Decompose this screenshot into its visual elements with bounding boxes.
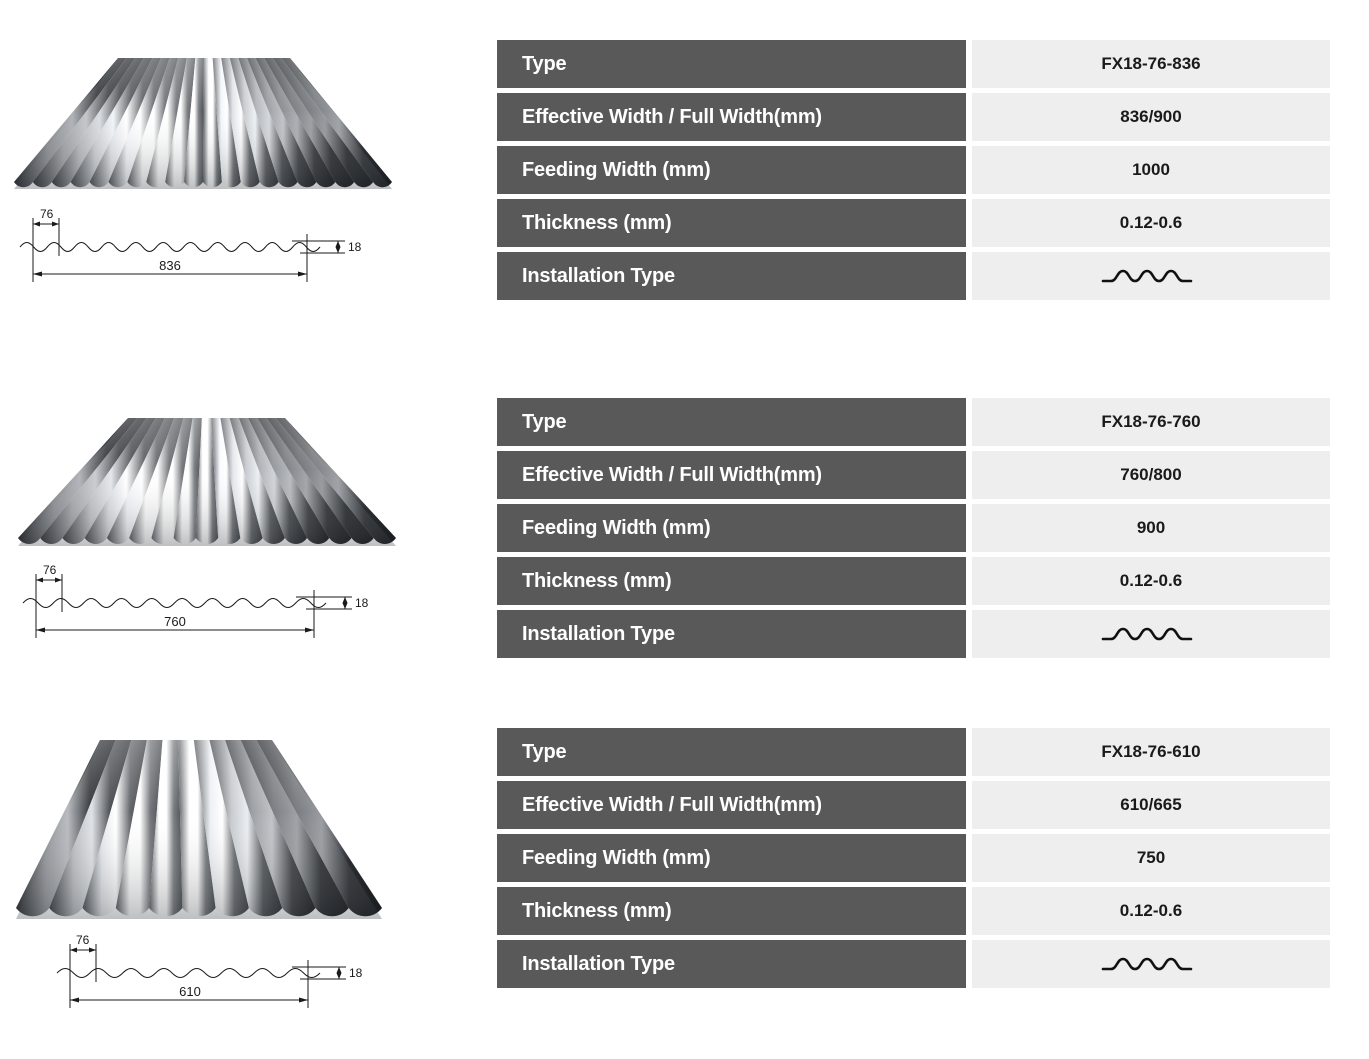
spec-value-type: FX18-76-836 <box>972 40 1330 88</box>
width-dimension-label-2: 760 <box>164 614 186 629</box>
spec-value-installation-type <box>972 610 1330 658</box>
spec-value-installation-type <box>972 252 1330 300</box>
spec-label-effective-full-width: Effective Width / Full Width(mm) <box>497 781 966 829</box>
spec-value-effective-full-width: 610/665 <box>972 781 1330 829</box>
spec-label-thickness: Thickness (mm) <box>497 199 966 247</box>
illustration-column-1 <box>0 40 470 294</box>
spec-table-3 <box>497 728 1330 988</box>
illustration-column-2 <box>0 398 470 650</box>
pitch-dimension-label-2: 76 <box>43 563 57 577</box>
spec-table-2 <box>497 398 1330 658</box>
corrugated-sheet-render-2 <box>0 398 410 558</box>
spec-label-type: Type <box>497 398 966 446</box>
spec-label-type: Type <box>497 728 966 776</box>
spec-label-feeding-width: Feeding Width (mm) <box>497 834 966 882</box>
spec-label-installation-type: Installation Type <box>497 940 966 988</box>
spec-label-effective-full-width: Effective Width / Full Width(mm) <box>497 451 966 499</box>
spec-label-effective-full-width: Effective Width / Full Width(mm) <box>497 93 966 141</box>
spec-row-thickness <box>497 557 1330 605</box>
spec-value-type: FX18-76-610 <box>972 728 1330 776</box>
spec-value-installation-type <box>972 940 1330 988</box>
spec-row-installation-type <box>497 610 1330 658</box>
wave-profile-icon <box>1101 264 1201 290</box>
spec-value-type: FX18-76-760 <box>972 398 1330 446</box>
spec-label-installation-type: Installation Type <box>497 252 966 300</box>
spec-value-thickness: 0.12-0.6 <box>972 887 1330 935</box>
spec-row-effective-full-width <box>497 451 1330 499</box>
spec-row-installation-type <box>497 940 1330 988</box>
spec-row-type <box>497 398 1330 446</box>
dimension-drawing-3 <box>0 930 400 1020</box>
corrugated-sheet-render-1 <box>0 40 400 200</box>
spec-row-thickness <box>497 887 1330 935</box>
spec-row-feeding-width <box>497 146 1330 194</box>
spec-value-effective-full-width: 760/800 <box>972 451 1330 499</box>
spec-row-thickness <box>497 199 1330 247</box>
spec-value-thickness: 0.12-0.6 <box>972 557 1330 605</box>
spec-row-effective-full-width <box>497 93 1330 141</box>
width-dimension-label-3: 610 <box>179 984 201 999</box>
spec-value-feeding-width: 1000 <box>972 146 1330 194</box>
wave-profile-icon <box>1101 952 1201 978</box>
spec-label-thickness: Thickness (mm) <box>497 887 966 935</box>
height-dimension-label-1: 18 <box>348 240 362 254</box>
width-dimension-label-1: 836 <box>159 258 181 273</box>
wave-profile-icon <box>1101 622 1201 648</box>
pitch-dimension-label-1: 76 <box>40 207 54 221</box>
product-block-3 <box>0 728 1369 1038</box>
illustration-column-3 <box>0 728 470 1020</box>
spec-value-feeding-width: 750 <box>972 834 1330 882</box>
dimension-drawing-1 <box>0 204 400 294</box>
height-dimension-label-2: 18 <box>355 596 369 610</box>
spec-label-feeding-width: Feeding Width (mm) <box>497 504 966 552</box>
spec-row-type <box>497 40 1330 88</box>
spec-value-effective-full-width: 836/900 <box>972 93 1330 141</box>
spec-row-type <box>497 728 1330 776</box>
dimension-drawing-2 <box>0 560 400 650</box>
spec-row-feeding-width <box>497 834 1330 882</box>
spec-row-feeding-width <box>497 504 1330 552</box>
spec-value-feeding-width: 900 <box>972 504 1330 552</box>
spec-label-feeding-width: Feeding Width (mm) <box>497 146 966 194</box>
spec-row-installation-type <box>497 252 1330 300</box>
product-block-2 <box>0 398 1369 698</box>
pitch-dimension-label-3: 76 <box>76 933 90 947</box>
product-block-1 <box>0 40 1369 340</box>
spec-label-installation-type: Installation Type <box>497 610 966 658</box>
spec-table-1 <box>497 40 1330 300</box>
height-dimension-label-3: 18 <box>349 966 363 980</box>
spec-label-thickness: Thickness (mm) <box>497 557 966 605</box>
spec-row-effective-full-width <box>497 781 1330 829</box>
spec-value-thickness: 0.12-0.6 <box>972 199 1330 247</box>
corrugated-sheet-render-3 <box>0 728 400 928</box>
spec-label-type: Type <box>497 40 966 88</box>
